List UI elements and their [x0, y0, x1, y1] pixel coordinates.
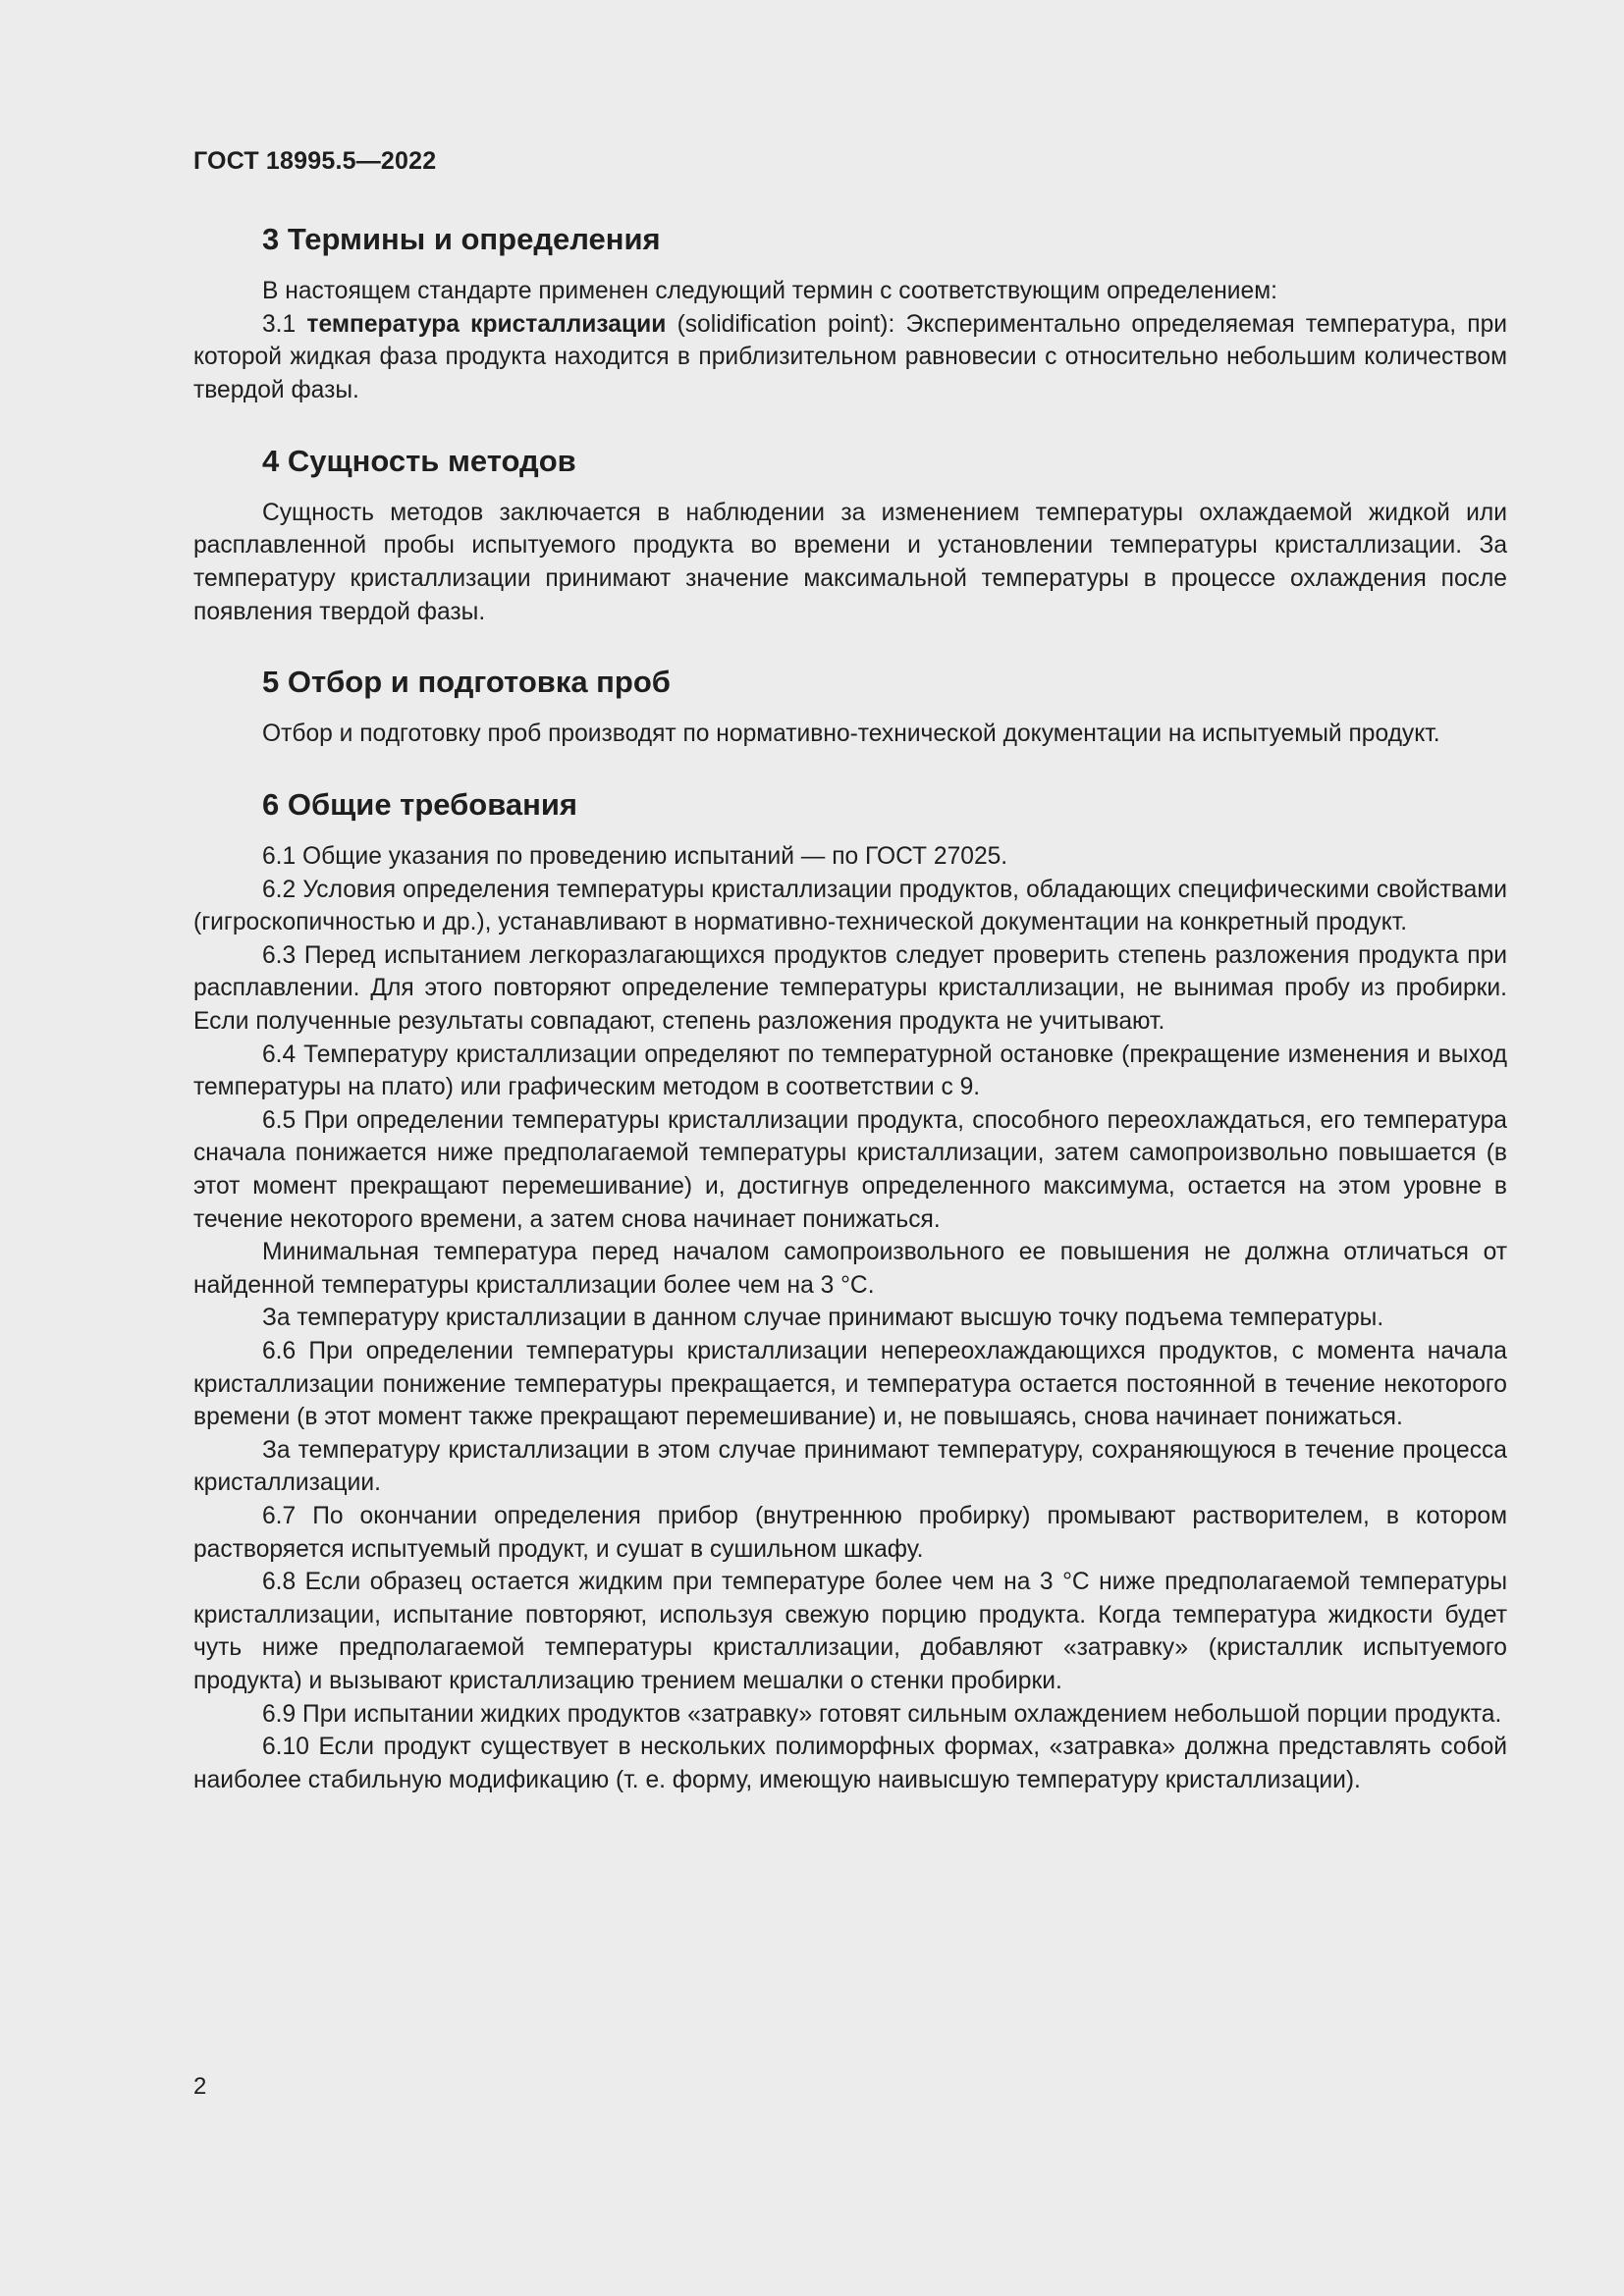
paragraph: 6.2 Условия определения температуры кристаллизации продуктов, обладающих специфическими свойствами (гигроскопичностью и др.), устанавливают в нормативно-технической документации на конкретный продукт.	[193, 876, 1507, 936]
section-4-methods	[193, 443, 1507, 629]
section-title: 5 Отбор и подготовка проб	[262, 665, 671, 700]
section-6-general-requirements	[193, 786, 1507, 1796]
section-title: 6 Общие требования	[262, 786, 577, 822]
document-body	[193, 221, 1507, 1832]
paragraph: 6.10 Если продукт существует в нескольких полиморфных формах, «затравка» должна представлять собой наиболее стабильную модификацию (т. е. форму, имеющую наивысшую температуру кристаллизации).	[193, 1734, 1507, 1793]
paragraph: 6.5 При определении температуры кристаллизации продукта, способного переохлаждаться, его температура сначала понижается ниже предполагаемой температуры кристаллизации, затем самопроизвольно повышается (в этот момент прекращают перемешивание) и, достигнув определенного максимума, остается на этом уровне в течение некоторого времени, а затем снова начинает понижаться.	[193, 1106, 1507, 1233]
section-5-sampling	[193, 664, 1507, 751]
paragraph: 6.6 При определении температуры кристаллизации непереохлаждающихся продуктов, с момента начала кристаллизации понижение температуры прекращается, и температура остается постоянной в течение некоторого времени (в этот момент также прекращают перемешивание) и, не повышаясь, снова начинает понижаться.	[193, 1338, 1507, 1431]
clause-number: 3.1	[262, 310, 307, 338]
section-3-terms	[193, 221, 1507, 407]
paragraph: 6.7 По окончании определения прибор (внутреннюю пробирку) промывают растворителем, в котором растворяется испытуемый продукт, и сушат в сушильном шкафу.	[193, 1502, 1507, 1563]
section-title: 4 Сущность методов	[262, 443, 576, 478]
paragraph: 6.8 Если образец остается жидким при температуре более чем на 3 °С ниже предполагаемой температуры кристаллизации, испытание повторяют, используя свежую порцию продукта. Когда температура жидкости будет чуть ниже предполагаемой температуры кристаллизации, добавляют «затравку» (кристаллик испытуемого продукта) и вызывают кристаллизацию трением мешалки о стенки пробирки.	[193, 1569, 1507, 1694]
paragraph: 6.9 При испытании жидких продуктов «затравку» готовят сильным охлаждением небольшой порции продукта.	[262, 1700, 1502, 1728]
paragraph: Сущность методов заключается в наблюдении за изменением температуры охлаждаемой жидкой или расплавленной пробы испытуемого продукта во времени и установлении температуры кристаллизации. За температуру кристаллизации принимают значение максимальной температуры в процессе охлаждения после появления твердой фазы.	[193, 499, 1507, 625]
page-number: 2	[193, 2073, 207, 2100]
paragraph: В настоящем стандарте применен следующий термин с соответствующим определением:	[262, 278, 1277, 305]
paragraph: 6.1 Общие указания по проведению испытаний — по ГОСТ 27025.	[262, 843, 1008, 871]
section-title: 3 Термины и определения	[262, 222, 661, 256]
paragraph: За температуру кристаллизации в этом случае принимают температуру, сохраняющуюся в течение процесса кристаллизации.	[193, 1436, 1507, 1497]
defined-term: температура кристаллизации	[306, 310, 667, 338]
paragraph-term-definition	[193, 308, 1507, 407]
paragraph: Отбор и подготовку проб производят по нормативно-технической документации на испытуемый продукт.	[262, 721, 1440, 748]
paragraph: 6.3 Перед испытанием легкоразлагающихся продуктов следует проверить степень разложения продукта при расплавлении. Для этого повторяют определение температуры кристаллизации, не вынимая пробу из пробирки. Если полученные результаты совпадают, степень разложения продукта не учитывают.	[193, 941, 1507, 1036]
paragraph: 6.4 Температуру кристаллизации определяют по температурной остановке (прекращение изменения и выход температуры на плато) или графическим методом в соответствии с 9.	[193, 1041, 1507, 1101]
document-id-header: ГОСТ 18995.5—2022	[193, 147, 437, 175]
term-definition: (solidification point): Экспериментально определяемая температура, при которой жидкая фаза продукта находится в приблизительном равновесии с относительно небольшим количеством твердой фазы.	[193, 310, 1508, 403]
paragraph: Минимальная температура перед началом самопроизвольного ее повышения не должна отличаться от найденной температуры кристаллизации более чем на 3 °С.	[193, 1239, 1507, 1299]
paragraph: За температуру кристаллизации в данном случае принимают высшую точку подъема температуры.	[262, 1305, 1384, 1332]
